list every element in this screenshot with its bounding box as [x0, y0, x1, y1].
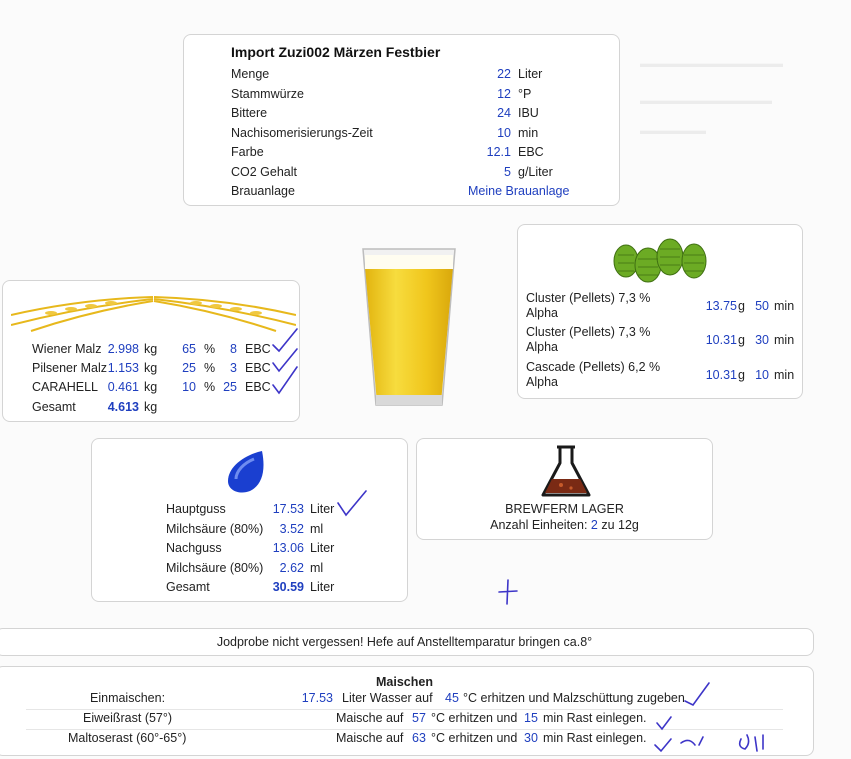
handwritten-checkmark-icon [271, 327, 301, 401]
mash-step-text: min Rast einlegen. [543, 731, 647, 745]
hop-cones-icon [612, 231, 710, 285]
malt-name: CARAHELL [32, 380, 98, 394]
water-unit: Liter [310, 541, 335, 555]
water-total-value: 30.59 [272, 580, 304, 594]
malt-percent: 25 [182, 361, 196, 375]
water-unit: ml [310, 522, 324, 536]
malt-kg-unit: kg [144, 380, 158, 394]
row-label: CO2 Gehalt [231, 165, 298, 179]
water-value: 2.62 [279, 561, 304, 575]
handwritten-plus-mark-icon [497, 578, 519, 606]
malt-row [3, 342, 299, 362]
row-label: Bittere [231, 106, 268, 120]
notice-banner [0, 628, 814, 656]
mash-step-label: Maltoserast (60°-65°) [68, 731, 187, 745]
hop-grams-unit: g [738, 299, 745, 313]
malt-kg-unit: kg [144, 361, 158, 375]
mash-step-temp: 57 [412, 711, 426, 725]
recipe-row [184, 145, 619, 165]
row-unit: IBU [518, 106, 539, 120]
recipe-row [184, 67, 619, 87]
mash-step-minutes: 30 [524, 731, 538, 745]
recipe-row [184, 87, 619, 107]
row-value: 24 [497, 106, 511, 120]
malt-ebc-unit: EBC [245, 361, 271, 375]
malt-ebc-unit: EBC [245, 380, 271, 394]
water-label: Milchsäure (80%) [166, 522, 264, 536]
handwritten-checkmarks-icon [651, 679, 811, 759]
background-bleed-text: ▬▬▬▬▬▬▬▬▬▬▬▬ [640, 95, 772, 107]
yeast-units-value: 2 [590, 518, 598, 532]
row-unit: g/Liter [518, 165, 553, 179]
yeast-units-line [417, 518, 712, 532]
wheat-ears-icon [11, 285, 296, 333]
mash-step-temp: 45 [445, 691, 459, 705]
water-total-label: Gesamt [166, 580, 210, 594]
water-drop-icon [222, 449, 270, 495]
row-unit: EBC [518, 145, 544, 159]
notice-text: Jodprobe nicht vergessen! Hefe auf Anstelltemparatur bringen ca.8° [216, 635, 593, 649]
hop-alpha-percent: 6,2 % [628, 360, 661, 374]
hops-card [517, 224, 803, 399]
mash-step-text: °C erhitzen und [431, 731, 518, 745]
hop-minutes: 50 [755, 299, 769, 313]
mash-step-minutes: 15 [524, 711, 538, 725]
beer-glass-icon [360, 245, 458, 410]
water-label: Hauptguss [166, 502, 226, 516]
mash-step-temp: 63 [412, 731, 426, 745]
malt-percent: 65 [182, 342, 196, 356]
row-label: Farbe [231, 145, 264, 159]
mash-step-value: 17.53 [301, 691, 333, 705]
mash-step-text: °C erhitzen und [431, 711, 518, 725]
water-row [92, 561, 407, 581]
row-label: Stammwürze [231, 87, 304, 101]
water-value: 3.52 [279, 522, 304, 536]
row-unit: °P [518, 87, 532, 101]
hop-form: (Pellets) [578, 360, 625, 374]
malt-percent-unit: % [204, 361, 216, 375]
hop-minutes-unit: min [774, 333, 795, 347]
hop-grams-unit: g [738, 333, 745, 347]
hop-alpha-label: Alpha [526, 375, 558, 389]
malt-ebc: 25 [223, 380, 237, 394]
hop-grams: 13.75 [705, 299, 737, 313]
hop-minutes: 30 [755, 333, 769, 347]
row-label: Nachisomerisierungs-Zeit [231, 126, 373, 140]
row-value: 12.1 [486, 145, 511, 159]
hop-minutes-unit: min [774, 299, 795, 313]
yeast-units-label: Anzahl Einheiten: [490, 518, 588, 532]
hop-form: (Pellets) [569, 325, 615, 339]
background-bleed-text: ▬▬▬▬▬▬▬▬▬▬▬▬▬ [640, 58, 783, 70]
malt-kg: 2.998 [107, 342, 139, 356]
mash-step-text: °C erhitzen und Malzschüttung zugeben [463, 691, 685, 705]
mash-step-text: Maische auf [336, 711, 404, 725]
malt-kg: 0.461 [107, 380, 139, 394]
mash-step-label: Eiweißrast (57°) [83, 711, 173, 725]
recipe-row [184, 126, 619, 146]
recipe-summary-card [183, 34, 620, 206]
recipe-row [184, 165, 619, 185]
row-value: 10 [497, 126, 511, 140]
row-label: Brauanlage [231, 184, 295, 198]
hop-alpha-label: Alpha [526, 306, 558, 320]
hop-name: Cascade [526, 360, 576, 374]
background-bleed-text: ▬▬▬▬▬▬ [640, 125, 706, 137]
hop-grams-unit: g [738, 368, 745, 382]
malt-card [2, 280, 300, 422]
yeast-card [416, 438, 713, 540]
recipe-row-brew-system [184, 184, 619, 204]
mash-step-text: Liter Wasser auf [342, 691, 433, 705]
yeast-units-suffix: zu 12g [601, 518, 639, 532]
brew-system-link[interactable]: Meine Brauanlage [468, 184, 570, 198]
mash-step-text: Maische auf [336, 731, 404, 745]
hop-minutes: 10 [755, 368, 769, 382]
malt-name: Wiener Malz [32, 342, 102, 356]
recipe-row [184, 106, 619, 126]
hop-grams: 10.31 [705, 368, 737, 382]
handwritten-checkmark-icon [336, 489, 368, 519]
row-value: 22 [497, 67, 511, 81]
water-total-row [92, 580, 407, 600]
water-row [92, 541, 407, 561]
water-value: 13.06 [272, 541, 304, 555]
water-card [91, 438, 408, 602]
mash-step-label: Einmaischen: [90, 691, 166, 705]
water-total-unit: Liter [310, 580, 335, 594]
malt-total-kg: 4.613 [107, 400, 139, 414]
hop-name: Cluster [526, 291, 566, 305]
malt-percent-unit: % [204, 342, 216, 356]
water-unit: ml [310, 561, 324, 575]
hop-row [526, 291, 796, 325]
hop-form: (Pellets) [569, 291, 615, 305]
hop-minutes-unit: min [774, 368, 795, 382]
hop-alpha-percent: 7,3 % [618, 325, 651, 339]
water-unit: Liter [310, 502, 335, 516]
mash-step-text: min Rast einlegen. [543, 711, 647, 725]
malt-kg-unit: kg [144, 342, 158, 356]
malt-ebc: 3 [230, 361, 237, 375]
recipe-title: Import Zuzi002 Märzen Festbier [231, 44, 441, 60]
malt-name: Pilsener Malz [32, 361, 108, 375]
hop-row [526, 325, 796, 359]
hop-name: Cluster [526, 325, 566, 339]
hop-grams: 10.31 [705, 333, 737, 347]
malt-percent: 10 [182, 380, 196, 394]
malt-total-label: Gesamt [32, 400, 76, 414]
water-label: Nachguss [166, 541, 222, 555]
malt-ebc: 8 [230, 342, 237, 356]
water-value: 17.53 [272, 502, 304, 516]
mash-card [0, 666, 814, 756]
malt-percent-unit: % [204, 380, 216, 394]
malt-total-row [3, 400, 299, 420]
malt-kg: 1.153 [107, 361, 139, 375]
yeast-name: BREWFERM LAGER [505, 502, 624, 516]
row-unit: min [518, 126, 539, 140]
hop-alpha-label: Alpha [526, 340, 558, 354]
malt-ebc-unit: EBC [245, 342, 271, 356]
row-label: Menge [231, 67, 270, 81]
row-unit: Liter [518, 67, 543, 81]
malt-row [3, 361, 299, 381]
row-value: 5 [504, 165, 511, 179]
hop-alpha-percent: 7,3 % [618, 291, 651, 305]
hop-row [526, 360, 796, 394]
flask-icon [539, 443, 593, 501]
mash-title: Maischen [376, 675, 433, 689]
water-label: Milchsäure (80%) [166, 561, 264, 575]
row-value: 12 [497, 87, 511, 101]
water-row [92, 522, 407, 542]
malt-total-unit: kg [144, 400, 158, 414]
malt-row [3, 380, 299, 400]
